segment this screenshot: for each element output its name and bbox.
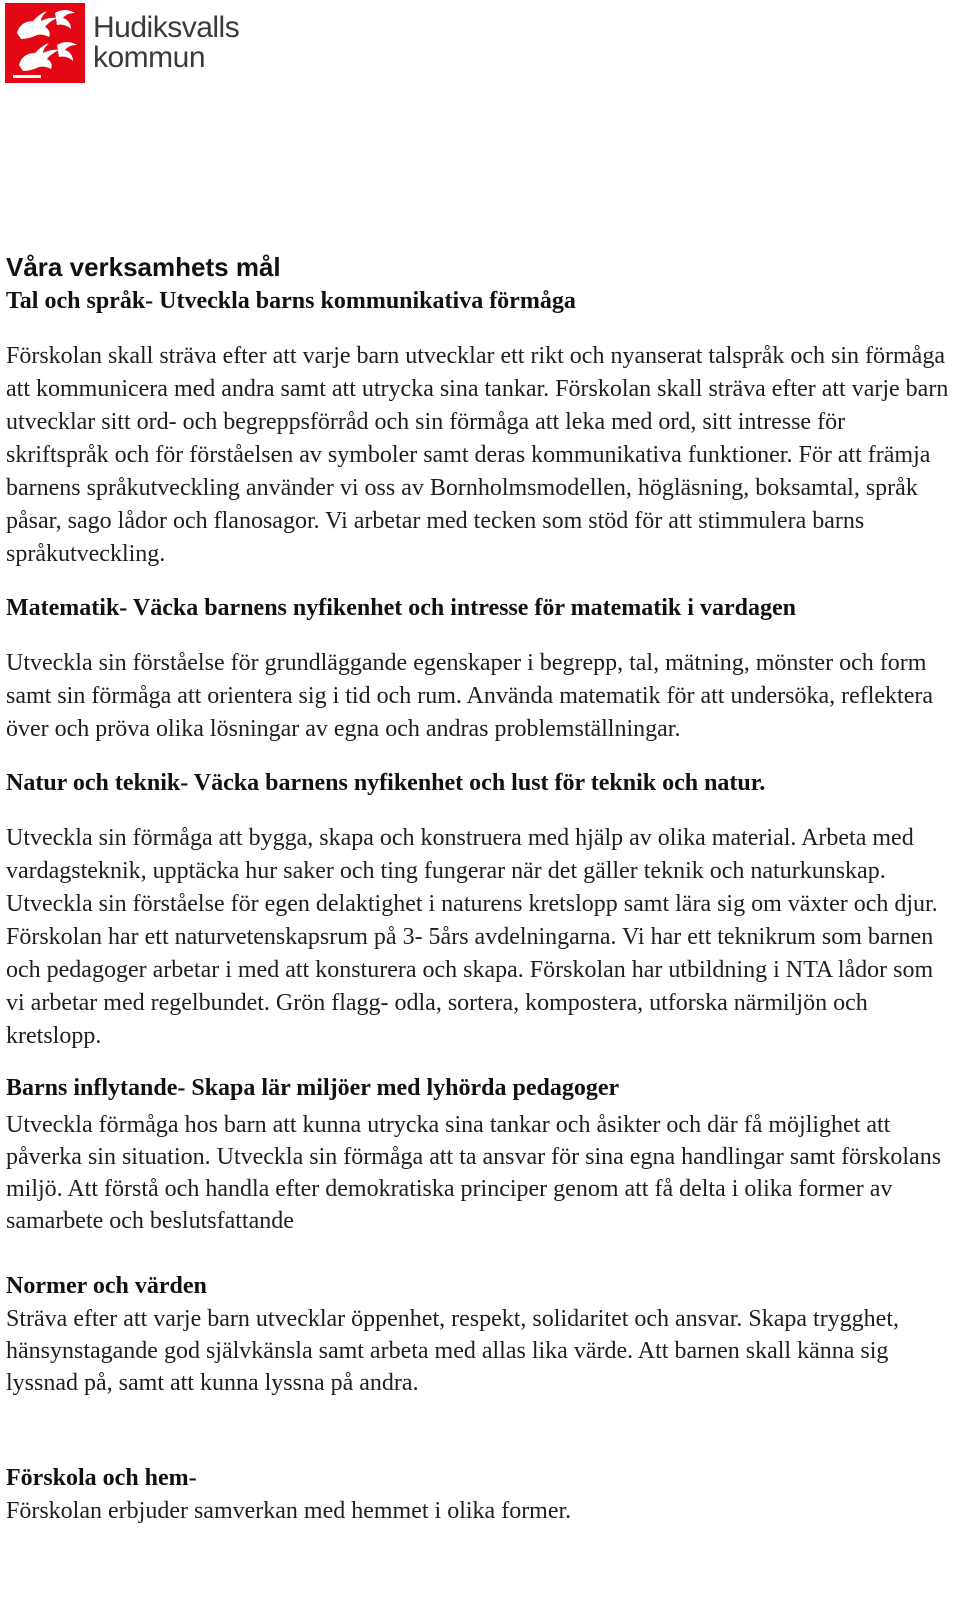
goat-icon: [5, 3, 85, 83]
logo-line-1: Hudiksvalls: [93, 11, 240, 44]
section-body-barns-inflytande: Utveckla förmåga hos barn att kunna utrycka sina tankar och åsikter och där få möjlighet att påverka sin situation. Utveckla sin förmåga att ta ansvar för sina egna handlingar samt förskolans miljö. Att förstå och handla efter demokratiska principer genom att få delta i olika former av samarbete och beslutsfattande: [6, 1112, 942, 1234]
document-title: Våra verksamhets mål: [6, 252, 281, 282]
section-heading-forskola-och-hem: Förskola och hem-: [6, 1465, 197, 1491]
section-body-tal-och-sprak: Förskolan skall sträva efter att varje barn utvecklar ett rikt och nyanserat talspråk och sin förmåga att kommunicera med andra samt att utrycka sina tankar. Förskolan skall sträva efter att varje barn utvecklar sitt ord- och begreppsförråd och sin förmåga att leka med ord, sitt intresse för skriftspråk och för förståelsen av symboler samt deras kommunikativa funktioner. För att främja barnens språkutveckling använder vi oss av Bornholmsmodellen, högläsning, boksamtal, språk påsar, sago lådor och flanosagor. Vi arbetar med tecken som stöd för att stimmulera barns språkutveckling.: [6, 343, 949, 567]
section-body-matematik: Utveckla sin förståelse för grundläggande egenskaper i begrepp, tal, mätning, mönster och form samt sin förmåga att orientera sig i tid och rum. Använda matematik för att undersöka, reflektera över och pröva olika lösningar av egna och andras problemställningar.: [6, 650, 934, 742]
logo-wordmark: [93, 13, 239, 73]
municipality-logo: [5, 2, 239, 84]
goat-icon-graphic: [5, 3, 85, 83]
document-body: [6, 250, 951, 1528]
section-heading-barns-inflytande: Barns inflytande- Skapa lär miljöer med lyhörda pedagoger: [6, 1075, 620, 1101]
section-heading-natur-och-teknik: Natur och teknik- Väcka barnens nyfikenhet och lust för teknik och natur.: [6, 770, 766, 796]
section-body-normer-och-varden: Sträva efter att varje barn utvecklar öppenhet, respekt, solidaritet och ansvar. Skapa trygghet, hänsynstagande god självkänsla samt arbeta med allas lika värde. Att barnen skall känna sig lyssnad på, samt att kunna lyssna på andra.: [6, 1306, 900, 1396]
section-heading-matematik: Matematik- Väcka barnens nyfikenhet och intresse för matematik i vardagen: [6, 595, 796, 621]
section-heading-tal-och-sprak: Tal och språk- Utveckla barns kommunikativa förmåga: [6, 288, 576, 314]
section-body-natur-och-teknik: Utveckla sin förmåga att bygga, skapa och konstruera med hjälp av olika material. Arbeta med vardagsteknik, upptäcka hur saker och ting fungerar när det gäller teknik och naturkunskap. Utveckla sin förståelse för egen delaktighet i naturens kretslopp samt lära sig om växter och djur. Förskolan har ett naturvetenskapsrum på 3- 5års avdelningarna. Vi har ett teknikrum som barnen och pedagoger arbetar i med att konsturera och skapa. Förskolan har utbildning i NTA lådor som vi arbetar med regelbundet. Grön flagg- odla, sortera, kompostera, utforska närmiljön och kretslopp.: [6, 825, 938, 1049]
section-body-forskola-och-hem: Förskolan erbjuder samverkan med hemmet i olika former.: [6, 1498, 572, 1524]
section-heading-normer-och-varden: Normer och värden: [6, 1273, 207, 1299]
logo-line-2: kommun: [93, 41, 206, 74]
